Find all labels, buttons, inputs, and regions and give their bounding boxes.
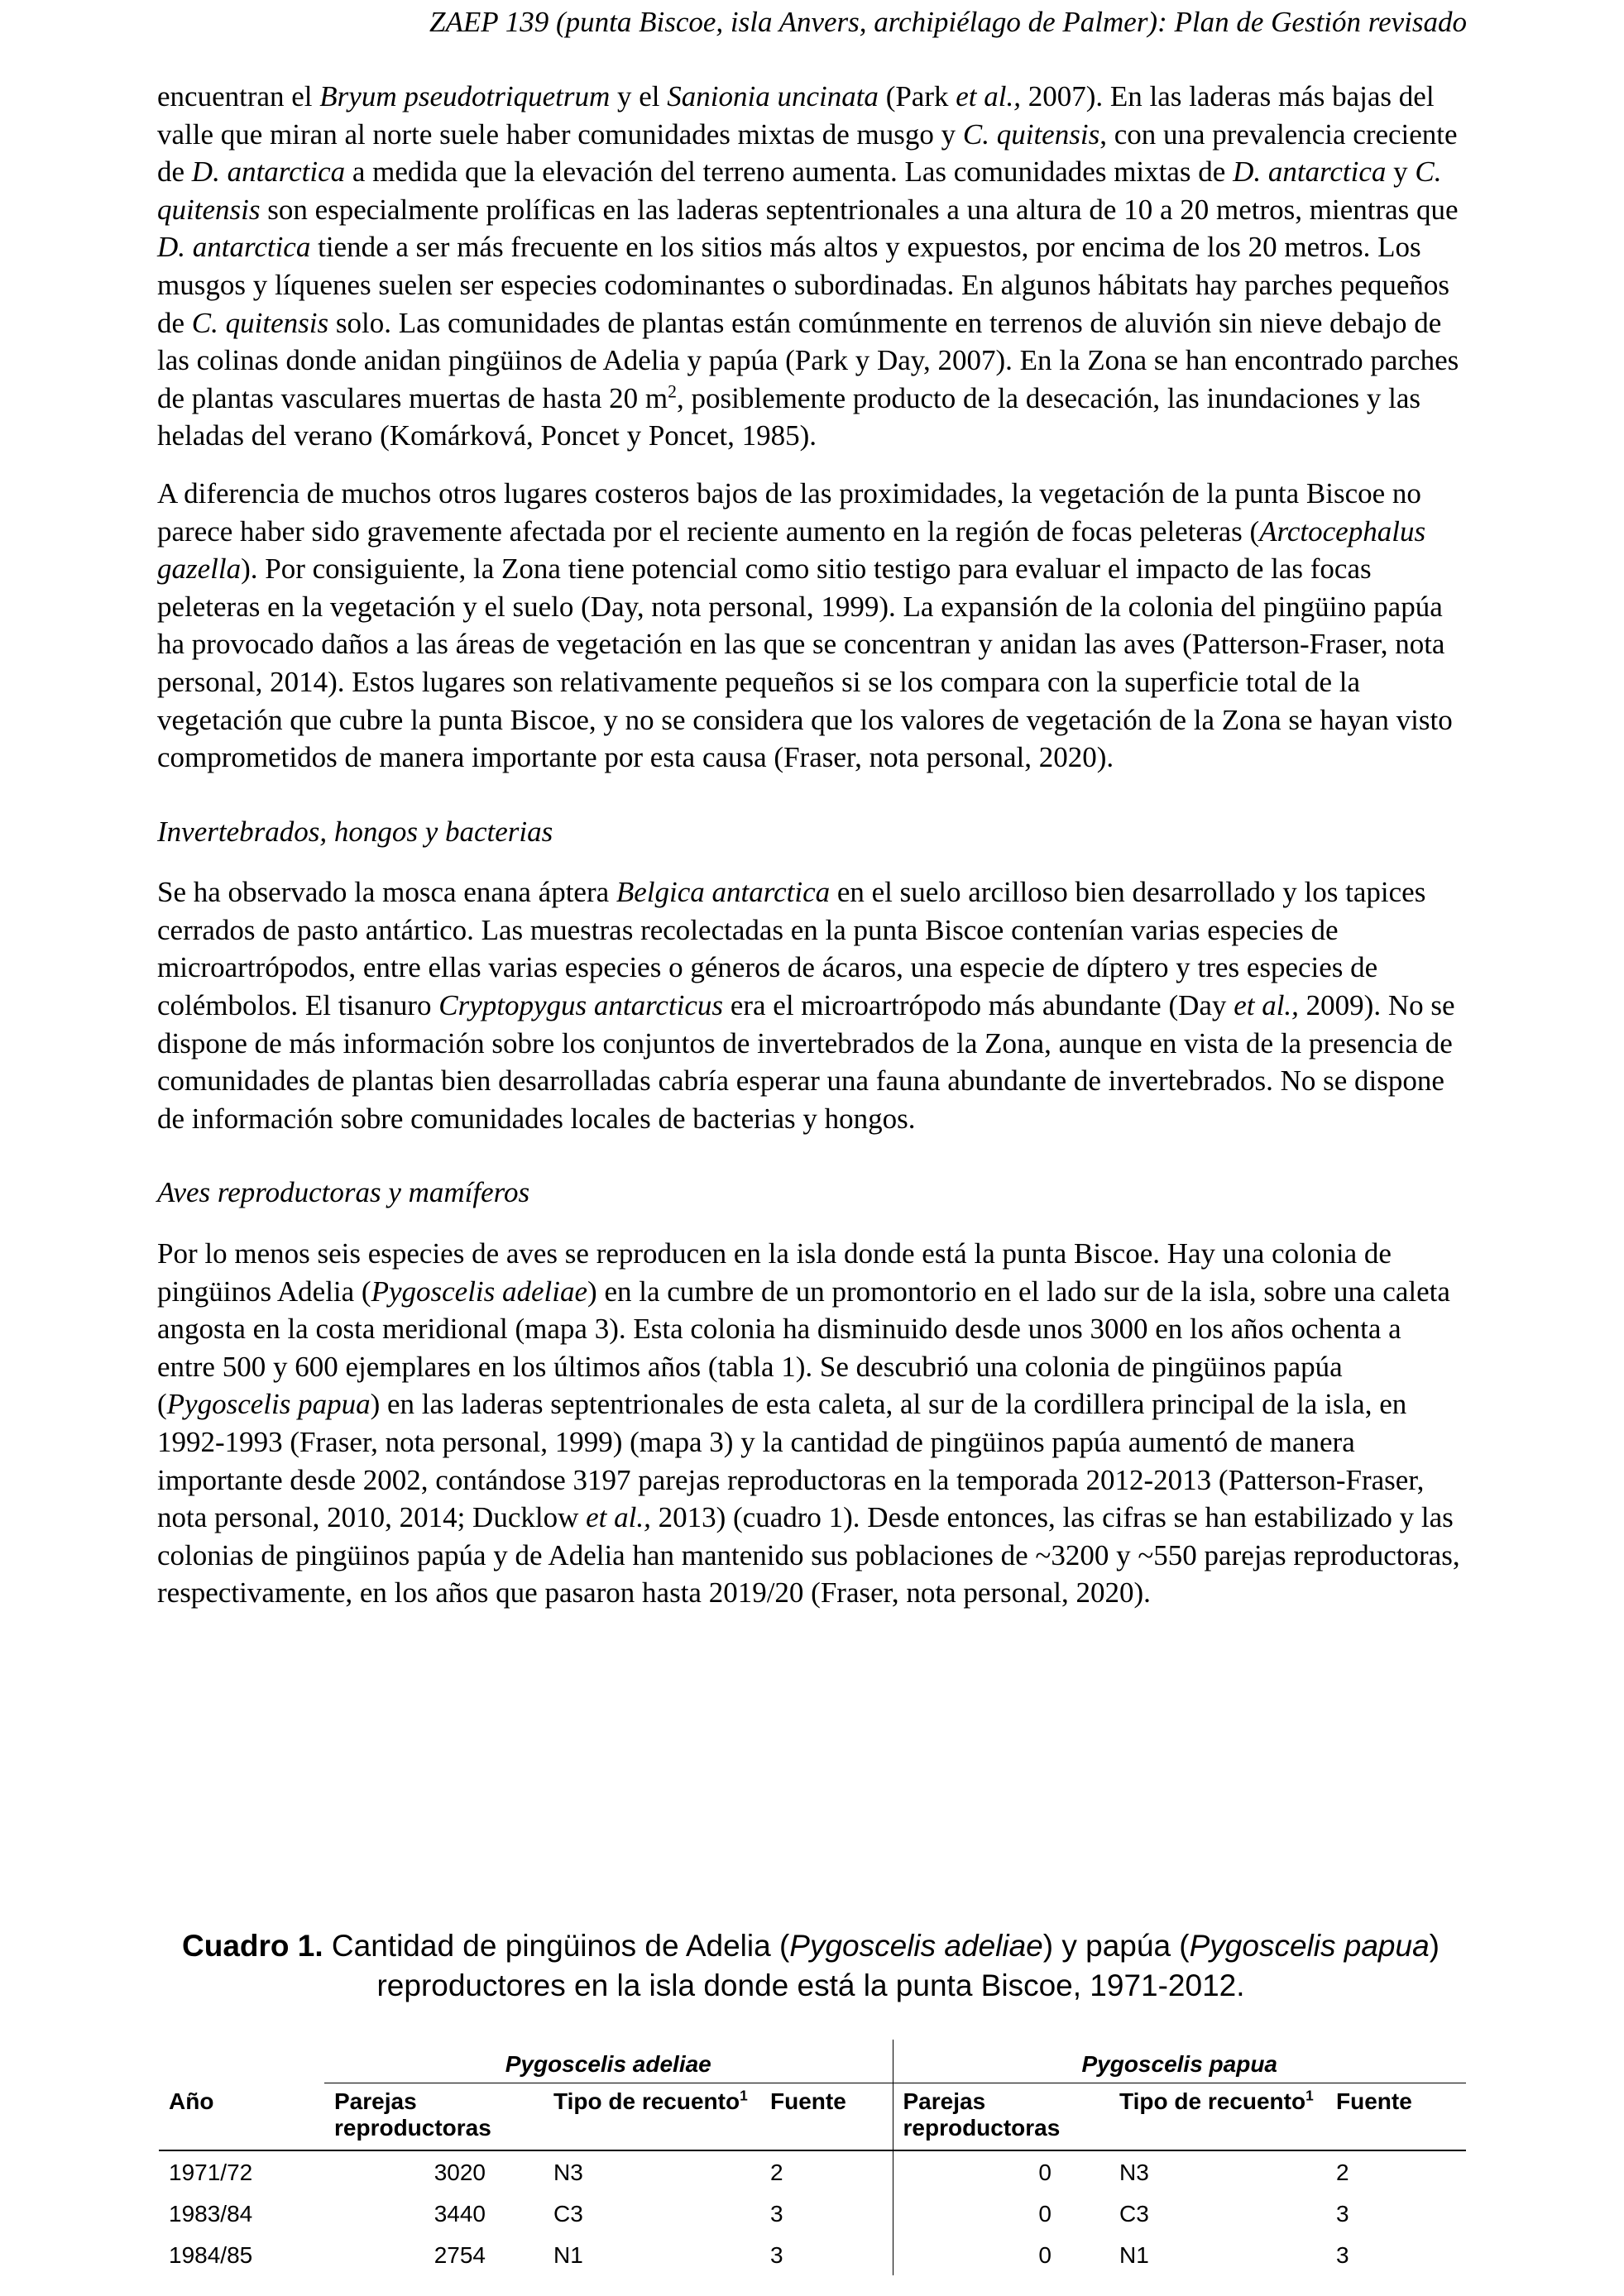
cell-papua-type: C3: [1119, 2201, 1149, 2227]
species-name: Sanionia uncinata: [667, 80, 879, 112]
species-name: D. antarctica: [1233, 155, 1387, 189]
table-column-header-row: [159, 2083, 1466, 2151]
col-header-count-type: [544, 2083, 760, 2151]
text-run: en el suelo arcilloso bien desarrollado y los tapices cerrados de pasto antártico. Las muestras recolectadas en la punta Biscoe contenían varias especies de microartrópodos, entre ellas varias especies o géneros de ácaros, una especie de díptero y tres especies de colémbolos. El tisanuro: [157, 876, 1426, 1022]
col-header-pairs: Parejas reproductoras: [324, 2083, 544, 2151]
paragraph-vegetation: [157, 78, 1464, 455]
table-row: [159, 2193, 1466, 2234]
species-name: D. antarctica: [191, 155, 346, 189]
text-run: ). Por consiguiente, la Zona tiene potencial como sitio testigo para evaluar el impacto de las focas peleteras en la vegetación y el suelo (Day, nota personal, 1999). La expansión de la colonia del pingüino papúa ha provocado daños a las áreas de vegetación en las que se concentran y anidan las aves (Patterson-Fraser, nota personal, 2014). Estos lugares son relativamente pequeños si se los compara con la superficie total de la vegetación que cubre la punta Biscoe, y no se considera que los valores de vegetación de la Zona se hayan visto comprometidos de manera importante por esta causa (Fraser, nota personal, 2020).: [157, 552, 1453, 774]
cell-adeliae-source: 3: [770, 2201, 783, 2227]
group-header-adeliae: Pygoscelis adeliae: [324, 2040, 893, 2083]
text-run: (Park: [878, 80, 956, 112]
text-run: ) y papúa (: [1042, 1929, 1190, 1963]
citation-etal: et al.,: [956, 80, 1021, 112]
table-header-blank: [159, 2040, 324, 2083]
col-header-year: Año: [159, 2083, 324, 2151]
cell-papua-source: 3: [1336, 2242, 1349, 2268]
text-run: a medida que la elevación del terreno aumenta. Las comunidades mixtas de: [345, 155, 1234, 189]
species-name: Cryptopygus antarcticus: [438, 989, 724, 1022]
citation-etal: et al.,: [1234, 989, 1299, 1022]
text-run: 2013) (cuadro 1). Desde entonces, las cifras se han estabilizado y las colonias de pingüinos papúa y de Adelia han mantenido sus poblaciones de ~3200 y ~550 parejas reproductoras, respectivamente, en los años que pasaron hasta 2019/20 (Fraser, nota personal, 2020).: [157, 1501, 1460, 1610]
col-header-pairs: Parejas reproductoras: [893, 2083, 1109, 2151]
text-run: ) en las laderas septentrionales de esta caleta, al sur de la cordillera principal de la isla, en 1992-1993 (Fraser, nota personal, 1999) (mapa 3) y la cantidad de pingüinos papúa aumentó de manera importante desde 2002, contándose 3197 parejas reproductoras en la temporada 2012-2013 (Patterson-Fraser, nota personal, 2010, 2014; Ducklow: [157, 1388, 1425, 1534]
header-text: Tipo de recuento: [1119, 2088, 1306, 2114]
running-header: ZAEP 139 (punta Biscoe, isla Anvers, archipiélago de Palmer): Plan de Gestión revisado: [429, 6, 1467, 38]
text-run: y el: [610, 80, 668, 112]
text-run: 2009). No se dispone de más información sobre los conjuntos de invertebrados de la Zona, aunque en vista de la presencia de comunidades de plantas bien desarrolladas cabría esperar una fauna abundante de invertebrados. No se dispone de información sobre comunidades locales de bacterias y hongos.: [157, 989, 1455, 1135]
cell-adeliae-pairs: 2754: [434, 2242, 486, 2268]
cell-year: 1984/85: [169, 2242, 253, 2268]
species-name: C. quitensis: [157, 155, 1442, 226]
species-name: Bryum pseudotriquetrum: [319, 80, 611, 112]
body-text: [157, 78, 1464, 1632]
cell-adeliae-pairs: 3440: [434, 2201, 486, 2227]
col-header-source: Fuente: [1326, 2083, 1466, 2151]
species-name: Pygoscelis papua: [166, 1388, 371, 1421]
text-run: A diferencia de muchos otros lugares costeros bajos de las proximidades, la vegetación de la punta Biscoe no parece haber sido gravemente afectada por el reciente aumento en la región de focas peleteras (: [157, 476, 1421, 548]
text-run: solo. Las comunidades de plantas están comúnmente en terrenos de aluvión sin nieve debajo de las colinas donde anidan pingüinos de Adelia y papúa (Park y Day, 2007). En la Zona se han encontrado parches de plantas vasculares muertas de hasta 20 m: [157, 306, 1459, 414]
col-header-count-type: [1109, 2083, 1326, 2151]
cell-adeliae-type: N1: [553, 2242, 583, 2268]
cell-papua-type: N3: [1119, 2160, 1149, 2185]
species-name: Arctocephalus gazella: [157, 514, 1426, 586]
table-group-header-row: [159, 2040, 1466, 2083]
table-caption: [157, 1926, 1464, 2006]
group-header-papua: Pygoscelis papua: [893, 2040, 1466, 2083]
text-run: ) reproductores en la isla donde está la punta Biscoe, 1971-2012.: [376, 1929, 1440, 2002]
header-text: Tipo de recuento: [553, 2088, 740, 2114]
species-name: C. quitensis: [191, 306, 329, 339]
text-run: Cantidad de pingüinos de Adelia (: [323, 1929, 790, 1963]
text-run: encuentran el: [157, 80, 320, 112]
section-heading-birds: Aves reproductoras y mamíferos: [157, 1176, 530, 1209]
species-name: Pygoscelis adeliae: [789, 1929, 1043, 1963]
species-name: C. quitensis: [962, 117, 1100, 151]
cell-papua-type: N1: [1119, 2242, 1149, 2268]
cell-adeliae-type: N3: [553, 2160, 583, 2185]
citation-etal: et al.,: [586, 1501, 651, 1534]
text-run: , posiblemente producto de la desecación, las inundaciones y las heladas del verano (Komárková, Poncet y Poncet, 1985).: [157, 381, 1421, 452]
superscript: 2: [668, 381, 677, 402]
text-run: son especialmente prolíficas en las laderas septentrionales a una altura de 10 a 20 metros, mientras que: [260, 193, 1459, 226]
species-name: D. antarctica: [157, 231, 311, 264]
cell-papua-pairs: 0: [893, 2150, 1109, 2193]
cell-papua-pairs: 0: [893, 2234, 1109, 2275]
cell-adeliae-source: 2: [770, 2160, 783, 2185]
cell-year: 1983/84: [169, 2201, 253, 2227]
col-header-source: Fuente: [760, 2083, 893, 2151]
cell-papua-pairs: 0: [893, 2193, 1109, 2234]
paragraph-fur-seals: [157, 475, 1464, 777]
species-name: Pygoscelis papua: [1189, 1929, 1430, 1963]
paragraph-birds: [157, 1235, 1464, 1612]
text-run: Se ha observado la mosca enana áptera: [157, 876, 616, 909]
text-run: tiende a ser más frecuente en los sitios más altos y expuestos, por encima de los 20 metros. Los musgos y líquenes suelen ser especies codominantes o subordinadas. En algunos hábitats hay parches pequeños de: [157, 231, 1449, 339]
superscript: 1: [740, 2087, 748, 2104]
table-row: [159, 2234, 1466, 2275]
species-name: Pygoscelis adeliae: [371, 1275, 588, 1308]
superscript: 1: [1305, 2087, 1314, 2104]
section-heading-invertebrates: Invertebrados, hongos y bacterias: [157, 815, 553, 848]
text-run: era el microartrópodo más abundante (Day: [723, 989, 1234, 1022]
cell-papua-source: 3: [1336, 2201, 1349, 2227]
text-run: y: [1386, 155, 1416, 189]
penguin-table: [159, 2040, 1466, 2275]
cell-papua-source: 2: [1336, 2160, 1349, 2185]
cell-year: 1971/72: [169, 2160, 253, 2185]
text-run: , con una prevalencia creciente de: [157, 117, 1458, 189]
cell-adeliae-type: C3: [553, 2201, 583, 2227]
table-row: [159, 2150, 1466, 2193]
species-name: Belgica antarctica: [616, 876, 831, 909]
cell-adeliae-pairs: 3020: [434, 2160, 486, 2185]
text-run: 2007). En las laderas más bajas del valle que miran al norte suele haber comunidades mixtas de musgo y: [157, 80, 1435, 151]
text-run: ) en la cumbre de un promontorio en el lado sur de la isla, sobre una caleta angosta en la costa meridional (mapa 3). Esta colonia ha disminuido desde unos 3000 en los años ochenta a entre 500 y 600 ejemplares en los últimos años (tabla 1). Se descubrió una colonia de pingüinos papúa (: [157, 1275, 1450, 1421]
text-run: Por lo menos seis especies de aves se reproducen en la isla donde está la punta Biscoe. Hay una colonia de pingüinos Adelia (: [157, 1237, 1392, 1308]
paragraph-invertebrates: [157, 873, 1464, 1137]
cell-adeliae-source: 3: [770, 2242, 783, 2268]
caption-label: Cuadro 1.: [182, 1929, 323, 1963]
